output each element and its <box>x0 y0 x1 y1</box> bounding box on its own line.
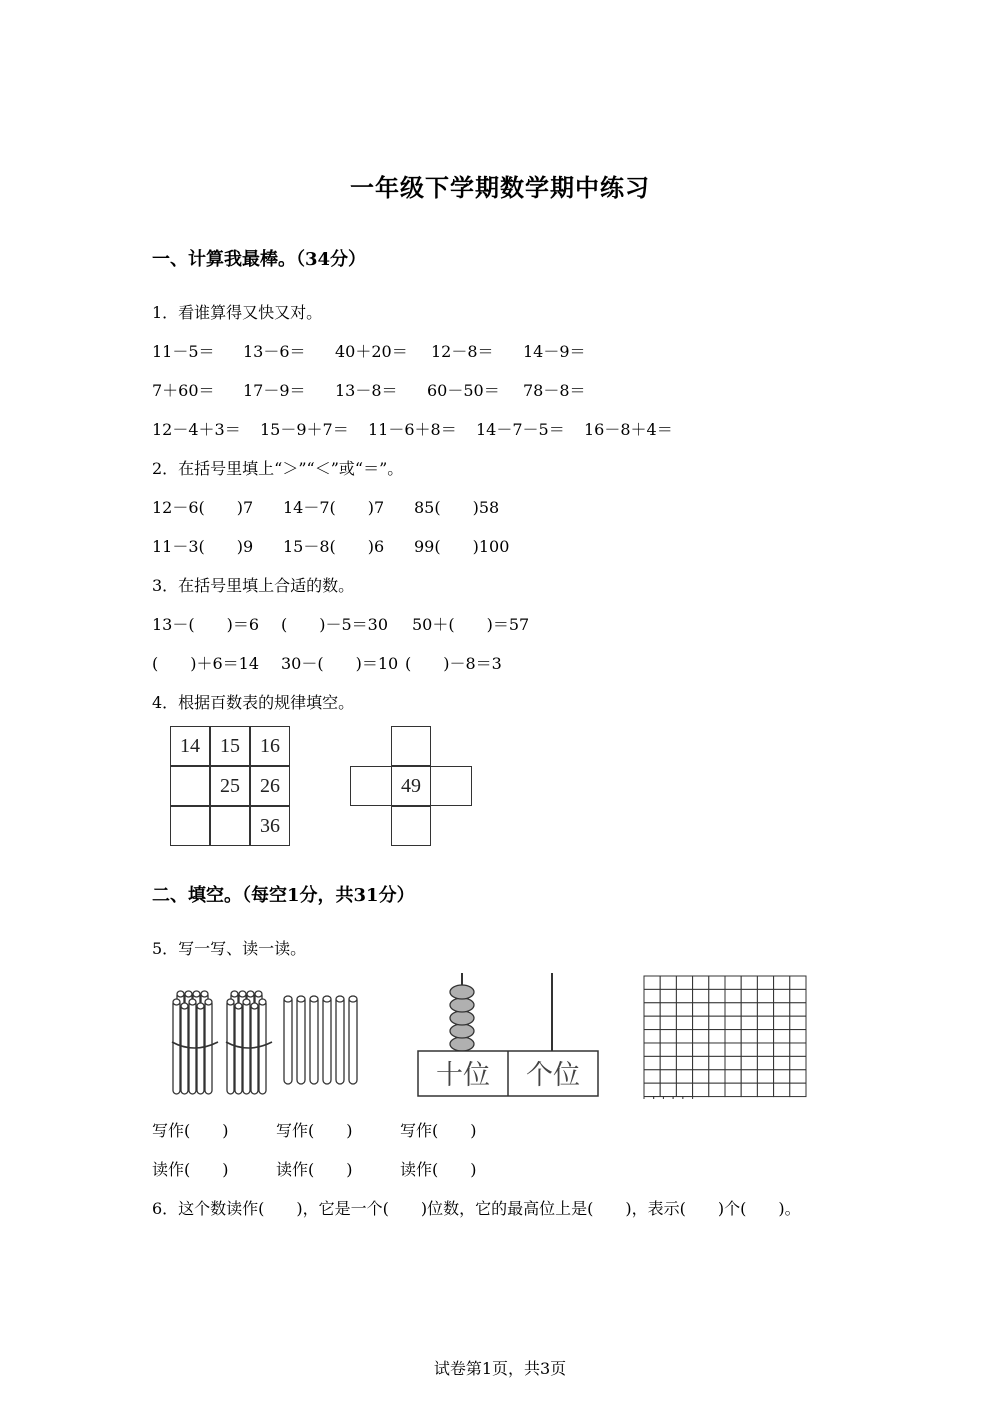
square-cell <box>774 976 790 989</box>
square-cell <box>660 1083 676 1096</box>
stick-end <box>177 991 184 997</box>
write-answer[interactable]: 写作( ) <box>152 1121 229 1140</box>
grid-cell: 16 <box>250 726 290 766</box>
square-cell <box>693 1043 709 1056</box>
square-cell <box>725 1056 741 1069</box>
square-cell <box>676 976 692 989</box>
square-cell <box>709 1070 725 1083</box>
stick <box>235 1004 242 1094</box>
grid-cell: 36 <box>250 806 290 846</box>
grid-cell-blank[interactable] <box>210 806 250 846</box>
calc-item: 13－8＝ <box>335 381 398 400</box>
square-cell <box>757 1070 773 1083</box>
square-cell <box>774 1030 790 1043</box>
square-cell <box>693 1070 709 1083</box>
calc-item: 40＋20＝ <box>335 342 408 361</box>
square-cell <box>676 1043 692 1056</box>
calc-item: 78－8＝ <box>523 381 586 400</box>
square-cell <box>644 1083 660 1096</box>
fill-item: 30－( )＝10 <box>281 654 399 673</box>
square-cell <box>757 1083 773 1096</box>
stick-end <box>310 996 318 1002</box>
square-cell <box>709 1056 725 1069</box>
stick-end <box>181 1003 188 1009</box>
square-cell <box>741 1016 757 1029</box>
square-cell <box>757 989 773 1002</box>
square-cell <box>709 1016 725 1029</box>
calc-item: 7＋60＝ <box>152 381 215 400</box>
stick <box>349 996 357 1084</box>
stick-end <box>197 1003 204 1009</box>
square-cell <box>741 1083 757 1096</box>
square-cell <box>693 1083 709 1096</box>
stick-end <box>255 991 262 997</box>
square-cell <box>757 1043 773 1056</box>
square-cell <box>693 1016 709 1029</box>
stick-end <box>205 999 212 1005</box>
square-cell <box>741 1070 757 1083</box>
square-cell <box>709 1003 725 1016</box>
stick <box>181 1004 188 1094</box>
tens-label: 十位 <box>436 1060 490 1091</box>
stick <box>227 1000 234 1094</box>
write-answer[interactable]: 写作( ) <box>276 1121 353 1140</box>
square-cell <box>725 989 741 1002</box>
square-cell <box>741 1043 757 1056</box>
grid-cell-center: 49 <box>391 766 431 806</box>
square-cell <box>790 1016 806 1029</box>
calc-item: 17－9＝ <box>243 381 306 400</box>
grid-cell-blank[interactable] <box>170 806 210 846</box>
square-cell <box>790 989 806 1002</box>
square-cell <box>676 1056 692 1069</box>
square-cell <box>774 1070 790 1083</box>
square-cell <box>673 1097 683 1099</box>
bead <box>450 985 474 999</box>
square-cell <box>774 1043 790 1056</box>
bead <box>450 1024 474 1038</box>
square-cell <box>693 989 709 1002</box>
bead <box>450 1011 474 1025</box>
calc-item: 13－6＝ <box>243 342 306 361</box>
stick <box>336 996 344 1084</box>
stick-end <box>297 996 305 1002</box>
bead <box>450 998 474 1012</box>
stick-end <box>243 999 250 1005</box>
question-4-label: 4．根据百数表的规律填空。 <box>152 693 355 712</box>
stick-end <box>193 991 200 997</box>
square-cell <box>725 1016 741 1029</box>
calc-item: 12－4＋3＝ <box>152 420 241 439</box>
calc-item: 16－8＋4＝ <box>584 420 673 439</box>
abacus-picture <box>415 970 603 1100</box>
square-cell <box>676 1016 692 1029</box>
question-2-label: 2．在括号里填上“＞”“＜”或“＝”。 <box>152 459 404 478</box>
square-cell <box>693 1030 709 1043</box>
question-3-label: 3．在括号里填上合适的数。 <box>152 576 355 595</box>
square-cell <box>644 976 660 989</box>
stick-end <box>247 991 254 997</box>
stick-bundle <box>172 991 218 1094</box>
section-1-heading: 一、计算我最棒。（34分） <box>152 249 367 270</box>
square-cell <box>757 1016 773 1029</box>
stick-end <box>185 991 192 997</box>
stick-end <box>235 1003 242 1009</box>
section-2-heading: 二、填空。（每空1分，共31分） <box>152 885 415 906</box>
stick-end <box>189 999 196 1005</box>
stick-end <box>349 996 357 1002</box>
stick-end <box>251 1003 258 1009</box>
square-cell <box>790 1003 806 1016</box>
square-cell <box>676 1070 692 1083</box>
fill-item: 50＋( )＝57 <box>412 615 530 634</box>
compare-item: 14－7( )7 <box>283 498 385 517</box>
calc-item: 60－50＝ <box>427 381 500 400</box>
square-cell <box>663 1097 673 1099</box>
square-cell <box>774 1083 790 1096</box>
grid-cell-blank[interactable] <box>430 766 472 806</box>
page-title: 一年级下学期数学期中练习 <box>350 173 650 202</box>
square-cell <box>725 1043 741 1056</box>
square-cell <box>660 1056 676 1069</box>
square-cell <box>725 1083 741 1096</box>
grid-cell: 14 <box>170 726 210 766</box>
square-cell <box>709 1083 725 1096</box>
square-cell <box>790 1043 806 1056</box>
square-cell <box>725 1030 741 1043</box>
abacus-beads <box>450 985 474 1051</box>
square-cell <box>741 1003 757 1016</box>
square-cell <box>644 1003 660 1016</box>
square-cell <box>660 1030 676 1043</box>
square-cell <box>660 1070 676 1083</box>
stick-end <box>336 996 344 1002</box>
square-cell <box>790 1070 806 1083</box>
sticks-picture <box>168 980 358 1098</box>
square-cell <box>790 1056 806 1069</box>
square-cell <box>741 1056 757 1069</box>
stick <box>323 996 331 1084</box>
calc-item: 14－7－5＝ <box>476 420 565 439</box>
square-cell <box>644 1016 660 1029</box>
stick-end <box>284 996 292 1002</box>
squares-grid-picture <box>643 975 808 1099</box>
fill-item: 13－( )＝6 <box>152 615 260 634</box>
square-cell <box>741 1030 757 1043</box>
question-5-label: 5．写一写、读一读。 <box>152 939 307 958</box>
stick-end <box>227 999 234 1005</box>
square-cell <box>676 1003 692 1016</box>
write-answer[interactable]: 写作( ) <box>400 1121 477 1140</box>
calc-item: 15－9＋7＝ <box>260 420 349 439</box>
compare-item: 99( )100 <box>414 537 510 556</box>
stick-end <box>323 996 331 1002</box>
square-cell <box>757 1056 773 1069</box>
compare-item: 11－3( )9 <box>152 537 254 556</box>
square-cell <box>676 1030 692 1043</box>
read-answer[interactable]: 读作( ) <box>400 1160 477 1179</box>
grid-cell-blank[interactable] <box>350 766 392 806</box>
square-cell <box>709 1030 725 1043</box>
square-cell <box>741 989 757 1002</box>
page-footer: 试卷第1页，共3页 <box>433 1359 567 1378</box>
square-cell <box>676 1083 692 1096</box>
square-cell <box>725 1003 741 1016</box>
square-cell <box>693 976 709 989</box>
compare-item: 12－6( )7 <box>152 498 254 517</box>
fill-item: ( )＋6＝14 <box>152 654 260 673</box>
square-cell <box>725 976 741 989</box>
square-cell <box>709 976 725 989</box>
square-cell <box>660 1016 676 1029</box>
stick <box>251 1004 258 1094</box>
stick <box>173 1000 180 1094</box>
read-answer[interactable]: 读作( ) <box>152 1160 229 1179</box>
stick-end <box>239 991 246 997</box>
square-cell <box>774 1056 790 1069</box>
single-sticks <box>284 996 357 1084</box>
stick <box>284 996 292 1084</box>
square-cell <box>757 976 773 989</box>
square-cell <box>741 976 757 989</box>
square-cell <box>757 1003 773 1016</box>
square-cell <box>693 1056 709 1069</box>
square-cell <box>774 1003 790 1016</box>
fill-item: ( )－8＝3 <box>405 654 502 673</box>
calc-item: 11－6＋8＝ <box>368 420 457 439</box>
square-cell <box>676 989 692 1002</box>
square-cell <box>644 989 660 1002</box>
calc-item: 14－9＝ <box>523 342 586 361</box>
square-cell <box>644 1056 660 1069</box>
square-cell <box>660 976 676 989</box>
stick-end <box>201 991 208 997</box>
square-cell <box>660 1043 676 1056</box>
calc-item: 12－8＝ <box>431 342 494 361</box>
calc-item: 11－5＝ <box>152 342 215 361</box>
square-cell <box>790 1083 806 1096</box>
square-cell <box>774 1016 790 1029</box>
question-1-label: 1．看谁算得又快又对。 <box>152 303 323 322</box>
square-cell <box>790 1030 806 1043</box>
stick <box>297 996 305 1084</box>
grid-cell-blank[interactable] <box>391 806 431 846</box>
question-6-label: 6．这个数读作( )，它是一个( )位数，它的最高位上是( )，表示( )个( )。 <box>152 1199 801 1218</box>
grid-cell-blank[interactable] <box>170 766 210 806</box>
square-cell <box>644 1043 660 1056</box>
stick-end <box>231 991 238 997</box>
grid-cell: 25 <box>210 766 250 806</box>
square-cell <box>693 1003 709 1016</box>
compare-item: 15－8( )6 <box>283 537 385 556</box>
square-cells <box>644 976 806 1099</box>
grid-cell: 26 <box>250 766 290 806</box>
grid-cell-blank[interactable] <box>391 726 431 766</box>
square-cell <box>654 1097 664 1099</box>
square-cell <box>725 1070 741 1083</box>
square-cell <box>709 1043 725 1056</box>
read-answer[interactable]: 读作( ) <box>276 1160 353 1179</box>
square-cell <box>757 1030 773 1043</box>
bead <box>450 1037 474 1051</box>
stick <box>310 996 318 1084</box>
square-cell <box>709 989 725 1002</box>
ones-label: 个位 <box>526 1060 580 1091</box>
square-cell <box>660 989 676 1002</box>
grid-cell: 15 <box>210 726 250 766</box>
square-cell <box>683 1097 693 1099</box>
stick-end <box>259 999 266 1005</box>
square-cell <box>774 989 790 1002</box>
stick-end <box>173 999 180 1005</box>
stick-bundle <box>226 991 272 1094</box>
square-cell <box>790 976 806 989</box>
square-cell <box>644 1097 654 1099</box>
compare-item: 85( )58 <box>414 498 500 517</box>
square-cell <box>660 1003 676 1016</box>
square-cell <box>644 1070 660 1083</box>
stick <box>197 1004 204 1094</box>
fill-item: ( )－5＝30 <box>281 615 389 634</box>
square-cell <box>644 1030 660 1043</box>
